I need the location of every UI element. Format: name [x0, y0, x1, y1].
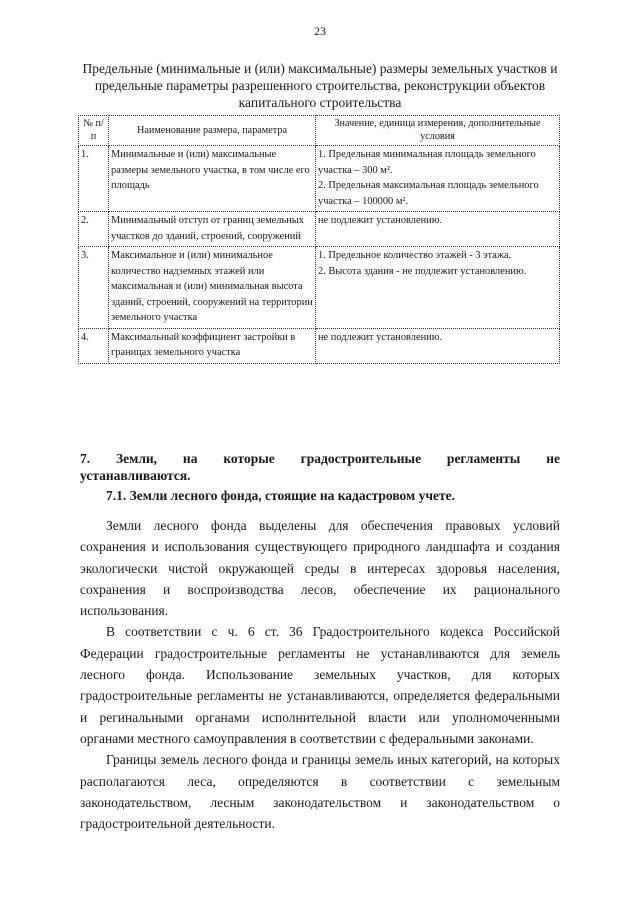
paragraph: В соответствии с ч. 6 ст. 36 Градостроительного кодекса Российской Федерации градостроительные регламенты не устанавливаются для земель лесного фонда. Использование земельных участков, для которых градостроительные регламенты не устанавливаются, определяется федеральными и регинальными органами исполнительной власти или уполномоченными органами местного самоуправления в соответствии с федеральными законами.	[80, 624, 560, 746]
row-parameter-name: Минимальные и (или) максимальные размеры земельного участка, в том числе его площадь	[109, 146, 316, 212]
header-parameter-name: Наименование размера, параметра	[109, 116, 316, 146]
row-value-line: 1. Предельная минимальная площадь земельного участка – 300 м².	[318, 149, 536, 176]
row-value	[316, 212, 560, 247]
section-7-heading-continued: устанавливаются.	[80, 468, 191, 483]
page-number: 23	[314, 24, 326, 38]
section-7-1-heading: 7.1. Земли лесного фонда, стоящие на кадастровом учете.	[106, 488, 455, 503]
section-7-heading: 7. Земли, на которые градостроительные регламенты не	[80, 451, 560, 466]
table-row	[79, 146, 560, 212]
header-value: Значение, единица измерения, дополнительные условия	[316, 116, 560, 146]
row-number: 4.	[79, 328, 109, 363]
table-row	[79, 328, 560, 363]
row-value-line: 2. Предельная максимальная площадь земельного участка – 100000 м².	[318, 180, 539, 207]
paragraph: Границы земель лесного фонда и границы земель иных категорий, на которых располагаются леса, определяются в соответствии с земельным законодательством, лесным законодательством и законодательством о градостроительной деятельности.	[80, 752, 560, 832]
row-value-line: не подлежит установлению.	[318, 331, 443, 343]
header-number: № п/п	[79, 116, 109, 146]
table-row	[79, 247, 560, 329]
row-number: 2.	[79, 212, 109, 247]
body-text	[80, 515, 560, 834]
row-number: 3.	[79, 247, 109, 329]
row-value-line: 2. Высота здания - не подлежит установлению.	[318, 265, 527, 277]
row-parameter-name: Максимальное и (или) минимальное количество надземных этажей или максимальная и (или) минимальная высота зданий, строений, сооружений на территории земельного участка	[109, 247, 316, 329]
row-parameter-name: Минимальный отступ от границ земельных участков до зданий, строений, сооружений	[109, 212, 316, 247]
row-value-line: 1. Предельное количество этажей - 3 этажа.	[318, 250, 512, 261]
row-value	[316, 328, 560, 363]
paragraph: Земли лесного фонда выделены для обеспечения правовых условий сохранения и использования существующего природного ландшафта и создания экологически чистой окружающей среды в интересах здоровья населения, сохранения и воспроизводства лесов, обеспечение их рационального использования.	[80, 518, 560, 619]
row-value	[316, 247, 560, 329]
table-header-row	[79, 116, 560, 146]
row-number: 1.	[79, 146, 109, 212]
row-value	[316, 146, 560, 212]
table-title: Предельные (минимальные и (или) максимальные) размеры земельных участков и предельные параметры разрешенного строительства, реконструкции объектов капитального строительства	[82, 61, 558, 110]
parameters-table	[78, 115, 560, 364]
table-row	[79, 212, 560, 247]
row-parameter-name: Максимальный коэффициент застройки в границах земельного участка	[109, 328, 316, 363]
row-value-line: не подлежит установлению.	[318, 215, 443, 226]
